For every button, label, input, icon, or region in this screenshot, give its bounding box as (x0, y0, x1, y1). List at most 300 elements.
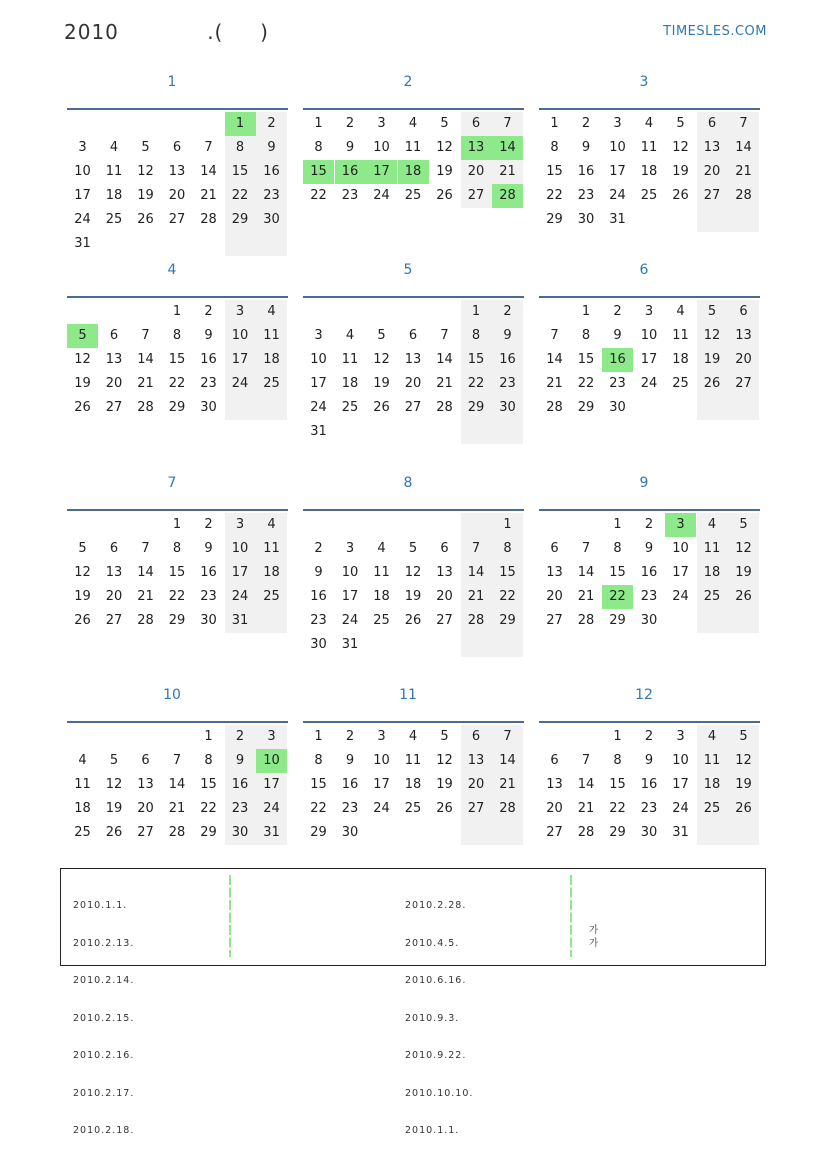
day-cell: 24 (373, 188, 390, 203)
legend-left-dates (73, 875, 134, 1163)
day-cell: 21 (546, 376, 563, 391)
day-cell: 18 (256, 348, 287, 372)
month-title: 5 (403, 262, 413, 278)
holiday-legend (60, 868, 766, 1136)
day-cell: 25 (697, 797, 728, 821)
day-cell: 6 (408, 328, 418, 343)
day-cell: 3 (345, 541, 355, 556)
month-title: 6 (639, 262, 649, 278)
day-cell: 6 (172, 140, 182, 155)
month-rule (303, 296, 524, 298)
day-cell: 19 (373, 376, 390, 391)
day-cell: 19 (436, 777, 453, 792)
day-cell: 23 (341, 801, 359, 816)
day-cell: 14 (168, 777, 186, 792)
day-cell: 26 (436, 188, 453, 203)
day-cell: 2 (225, 725, 256, 749)
day-cell: 1 (492, 513, 523, 537)
day-cell: 19 (74, 376, 91, 391)
month-title: 9 (639, 475, 649, 491)
legend-date: 2010.2.28. (405, 900, 467, 911)
holiday-cell: 5 (67, 324, 98, 348)
empty-weekend-cell (461, 513, 492, 537)
legend-notes (589, 925, 598, 950)
day-cell: 14 (577, 565, 595, 580)
day-cell: 17 (672, 565, 689, 580)
day-cell: 4 (408, 729, 418, 744)
day-cell: 16 (341, 777, 359, 792)
day-cell: 12 (373, 352, 390, 367)
day-cell: 22 (577, 376, 595, 391)
day-cell: 22 (168, 589, 186, 604)
day-cell: 27 (728, 372, 759, 396)
day-cell: 24 (256, 797, 287, 821)
day-cell: 4 (345, 328, 355, 343)
month-rule (67, 296, 288, 298)
day-cell: 18 (640, 164, 658, 179)
day-cell: 4 (109, 140, 119, 155)
day-cell: 10 (672, 753, 689, 768)
day-cell: 12 (672, 140, 689, 155)
holiday-cell: 1 (225, 112, 256, 136)
day-cell: 5 (408, 541, 418, 556)
empty-weekend-cell (697, 208, 728, 232)
day-cell: 5 (377, 328, 386, 343)
day-cell: 16 (492, 348, 523, 372)
holiday-cell: 16 (602, 348, 633, 372)
day-cell: 15 (200, 777, 217, 792)
holiday-cell: 16 (335, 160, 366, 184)
day-cell: 12 (436, 753, 453, 768)
day-cell: 21 (577, 801, 595, 816)
day-cell: 22 (461, 372, 492, 396)
day-cell: 30 (609, 400, 626, 415)
day-cell: 22 (609, 801, 626, 816)
day-cell: 1 (550, 116, 559, 131)
day-cell: 16 (200, 565, 217, 580)
day-cell: 23 (492, 372, 523, 396)
month-title: 2 (403, 74, 413, 90)
day-cell: 18 (672, 352, 689, 367)
day-cell: 8 (550, 140, 559, 155)
day-cell: 24 (672, 801, 689, 816)
day-cell: 9 (314, 565, 323, 580)
day-cell: 28 (168, 825, 186, 840)
day-cell: 10 (225, 324, 256, 348)
day-cell: 10 (341, 565, 359, 580)
day-cell: 8 (172, 541, 182, 556)
day-cell: 8 (461, 324, 492, 348)
day-cell: 7 (492, 112, 523, 136)
day-cell: 25 (404, 188, 422, 203)
day-cell: 7 (581, 541, 591, 556)
day-cell: 25 (105, 212, 123, 227)
month-title: 12 (635, 687, 653, 703)
month-rule (539, 108, 760, 110)
day-cell: 15 (546, 164, 563, 179)
day-cell: 22 (310, 188, 327, 203)
day-cell: 17 (225, 348, 256, 372)
day-cell: 4 (644, 116, 654, 131)
empty-weekend-cell (256, 396, 287, 420)
day-cell: 28 (577, 825, 595, 840)
day-cell: 1 (613, 517, 622, 532)
day-cell: 23 (609, 376, 626, 391)
day-cell: 5 (728, 513, 759, 537)
day-cell: 14 (137, 565, 154, 580)
day-cell: 23 (225, 797, 256, 821)
day-cell: 3 (256, 725, 287, 749)
day-cell: 28 (436, 400, 453, 415)
day-cell: 15 (168, 352, 186, 367)
month-rule (67, 721, 288, 723)
day-cell: 3 (613, 116, 622, 131)
month-title: 10 (163, 687, 181, 703)
day-cell: 21 (137, 589, 154, 604)
day-cell: 28 (200, 212, 217, 227)
day-cell: 12 (105, 777, 123, 792)
holiday-cell: 17 (366, 160, 397, 184)
day-cell: 29 (168, 400, 186, 415)
day-cell: 16 (640, 777, 658, 792)
legend-date: 2010.1.1. (405, 1125, 460, 1136)
legend-right-dates (405, 875, 473, 1163)
day-cell: 24 (225, 372, 256, 396)
day-cell: 28 (577, 613, 595, 628)
day-cell: 15 (609, 565, 626, 580)
day-cell: 4 (256, 300, 287, 324)
day-cell: 4 (676, 304, 685, 319)
day-cell: 11 (697, 537, 728, 561)
day-cell: 28 (546, 400, 563, 415)
day-cell: 13 (404, 352, 422, 367)
day-cell: 1 (172, 517, 182, 532)
day-cell: 10 (640, 328, 658, 343)
day-cell: 19 (74, 589, 91, 604)
day-cell: 13 (105, 565, 123, 580)
day-cell: 29 (168, 613, 186, 628)
day-cell: 14 (200, 164, 217, 179)
day-cell: 5 (109, 753, 119, 768)
holiday-cell: 14 (492, 136, 523, 160)
day-cell: 31 (672, 825, 689, 840)
day-cell: 10 (373, 753, 390, 768)
day-cell: 8 (314, 140, 323, 155)
day-cell: 8 (492, 537, 523, 561)
day-cell: 7 (492, 725, 523, 749)
day-cell: 9 (225, 749, 256, 773)
day-cell: 13 (546, 777, 563, 792)
day-cell: 17 (373, 777, 390, 792)
day-cell: 19 (728, 561, 759, 585)
day-cell: 16 (640, 565, 658, 580)
legend-date: 2010.2.13. (73, 937, 135, 949)
day-cell: 1 (314, 729, 323, 744)
month-rule (303, 509, 524, 511)
month-title: 7 (167, 475, 177, 491)
day-cell: 30 (640, 825, 658, 840)
holiday-cell: 18 (398, 160, 429, 184)
day-cell: 23 (577, 188, 595, 203)
day-cell: 29 (609, 825, 626, 840)
day-cell: 11 (341, 352, 359, 367)
day-cell: 27 (461, 797, 492, 821)
empty-weekend-cell (728, 609, 759, 633)
legend-date: 2010.9.22. (405, 1050, 467, 1061)
day-cell: 27 (546, 613, 563, 628)
day-cell: 21 (577, 589, 595, 604)
day-cell: 13 (436, 565, 453, 580)
empty-weekend-cell (256, 609, 287, 633)
day-cell: 20 (105, 376, 123, 391)
day-cell: 11 (256, 537, 287, 561)
day-cell: 2 (204, 517, 213, 532)
empty-weekend-cell (728, 396, 759, 420)
day-cell: 2 (345, 729, 355, 744)
holiday-cell: 13 (461, 136, 492, 160)
empty-weekend-cell (225, 232, 256, 256)
day-cell: 11 (105, 164, 123, 179)
month-rule (67, 108, 288, 110)
day-cell: 18 (404, 777, 422, 792)
day-cell: 26 (137, 212, 154, 227)
legend-date: 2010.4.5. (405, 937, 460, 949)
day-cell: 9 (345, 140, 355, 155)
day-cell: 27 (137, 825, 154, 840)
day-cell: 23 (200, 589, 217, 604)
day-cell: 9 (644, 541, 654, 556)
day-cell: 2 (345, 116, 355, 131)
day-cell: 14 (461, 561, 492, 585)
day-cell: 16 (310, 589, 327, 604)
day-cell: 10 (373, 140, 390, 155)
day-cell: 3 (225, 513, 256, 537)
day-cell: 24 (609, 188, 626, 203)
day-cell: 12 (728, 749, 759, 773)
day-cell: 19 (436, 164, 453, 179)
day-cell: 2 (581, 116, 591, 131)
day-cell: 25 (256, 372, 287, 396)
day-cell: 5 (676, 116, 685, 131)
day-cell: 9 (204, 328, 213, 343)
day-cell: 23 (341, 188, 359, 203)
day-cell: 7 (141, 328, 150, 343)
day-cell: 6 (109, 541, 119, 556)
day-cell: 26 (373, 400, 390, 415)
day-cell: 7 (550, 328, 559, 343)
empty-weekend-cell (256, 232, 287, 256)
day-cell: 30 (225, 821, 256, 845)
day-cell: 7 (172, 753, 182, 768)
day-cell: 30 (200, 400, 217, 415)
day-cell: 6 (697, 112, 728, 136)
day-cell: 11 (74, 777, 91, 792)
day-cell: 6 (109, 328, 119, 343)
month-rule (539, 509, 760, 511)
day-cell: 26 (728, 585, 759, 609)
day-cell: 3 (676, 729, 685, 744)
day-cell: 30 (310, 637, 327, 652)
day-cell: 14 (728, 136, 759, 160)
empty-weekend-cell (225, 396, 256, 420)
day-cell: 25 (672, 376, 689, 391)
day-cell: 13 (546, 565, 563, 580)
day-cell: 2 (492, 300, 523, 324)
day-cell: 7 (728, 112, 759, 136)
day-cell: 7 (141, 541, 150, 556)
day-cell: 3 (377, 116, 386, 131)
day-cell: 27 (546, 825, 563, 840)
day-cell: 20 (546, 589, 563, 604)
day-cell: 23 (256, 184, 287, 208)
month-title: 4 (167, 262, 177, 278)
day-cell: 10 (609, 140, 626, 155)
legend-date: 2010.10.10. (405, 1087, 474, 1099)
day-cell: 14 (137, 352, 154, 367)
day-cell: 5 (141, 140, 150, 155)
day-cell: 10 (672, 541, 689, 556)
day-cell: 8 (581, 328, 591, 343)
day-cell: 17 (341, 589, 359, 604)
day-cell: 29 (225, 208, 256, 232)
day-cell: 17 (672, 777, 689, 792)
month-rule (539, 296, 760, 298)
day-cell: 24 (341, 613, 359, 628)
day-cell: 30 (640, 613, 658, 628)
day-cell: 26 (436, 801, 453, 816)
day-cell: 13 (137, 777, 154, 792)
holiday-cell: 28 (492, 184, 523, 208)
brand-link[interactable]: TIMESLES.COM (663, 24, 767, 39)
day-cell: 30 (200, 613, 217, 628)
day-cell: 31 (310, 424, 327, 439)
day-cell: 30 (341, 825, 359, 840)
day-cell: 28 (492, 797, 523, 821)
day-cell: 5 (697, 300, 728, 324)
day-cell: 27 (404, 400, 422, 415)
empty-weekend-cell (492, 420, 523, 444)
day-cell: 9 (204, 541, 213, 556)
day-cell: 18 (256, 561, 287, 585)
day-cell: 6 (550, 753, 559, 768)
day-cell: 6 (728, 300, 759, 324)
holiday-cell: 10 (256, 749, 287, 773)
day-cell: 29 (492, 609, 523, 633)
day-cell: 25 (697, 585, 728, 609)
day-cell: 6 (461, 112, 492, 136)
day-cell: 14 (492, 749, 523, 773)
day-cell: 17 (310, 376, 327, 391)
empty-weekend-cell (697, 609, 728, 633)
empty-weekend-cell (697, 396, 728, 420)
day-cell: 16 (256, 160, 287, 184)
day-cell: 27 (461, 184, 492, 208)
day-cell: 11 (373, 565, 390, 580)
day-cell: 8 (314, 753, 323, 768)
day-cell: 12 (74, 352, 91, 367)
day-cell: 21 (168, 801, 186, 816)
empty-weekend-cell (461, 633, 492, 657)
day-cell: 12 (74, 565, 91, 580)
day-cell: 24 (640, 376, 658, 391)
day-cell: 24 (310, 400, 327, 415)
day-cell: 7 (581, 753, 591, 768)
day-cell: 17 (256, 773, 287, 797)
day-cell: 18 (697, 773, 728, 797)
day-cell: 20 (168, 188, 186, 203)
day-cell: 13 (728, 324, 759, 348)
day-cell: 2 (256, 112, 287, 136)
month-title: 3 (639, 74, 649, 90)
day-cell: 3 (78, 140, 87, 155)
day-cell: 25 (640, 188, 658, 203)
day-cell: 8 (204, 753, 213, 768)
day-cell: 9 (644, 753, 654, 768)
day-cell: 11 (672, 328, 689, 343)
day-cell: 21 (200, 188, 217, 203)
empty-weekend-cell (461, 821, 492, 845)
day-cell: 28 (728, 184, 759, 208)
day-cell: 9 (613, 328, 622, 343)
legend-date: 2010.2.14. (73, 975, 135, 986)
day-cell: 27 (105, 400, 123, 415)
empty-weekend-cell (728, 208, 759, 232)
day-cell: 4 (78, 753, 87, 768)
day-cell: 3 (314, 328, 323, 343)
day-cell: 21 (436, 376, 453, 391)
day-cell: 9 (256, 136, 287, 160)
legend-right-marker (570, 875, 572, 957)
day-cell: 2 (613, 304, 622, 319)
day-cell: 28 (137, 613, 154, 628)
day-cell: 19 (697, 348, 728, 372)
day-cell: 2 (644, 729, 654, 744)
day-cell: 12 (436, 140, 453, 155)
day-cell: 18 (697, 561, 728, 585)
day-cell: 1 (204, 729, 213, 744)
day-cell: 31 (74, 236, 91, 251)
day-cell: 29 (577, 400, 595, 415)
day-cell: 7 (440, 328, 449, 343)
month-rule (539, 721, 760, 723)
day-cell: 4 (377, 541, 386, 556)
day-cell: 24 (373, 801, 390, 816)
day-cell: 14 (546, 352, 563, 367)
day-cell: 23 (310, 613, 327, 628)
empty-weekend-cell (697, 821, 728, 845)
day-cell: 11 (256, 324, 287, 348)
day-cell: 2 (204, 304, 213, 319)
day-cell: 26 (74, 613, 91, 628)
day-cell: 13 (105, 352, 123, 367)
day-cell: 15 (168, 565, 186, 580)
day-cell: 13 (461, 749, 492, 773)
legend-note: 가 (589, 937, 599, 949)
day-cell: 21 (492, 160, 523, 184)
day-cell: 29 (200, 825, 217, 840)
day-cell: 20 (461, 160, 492, 184)
day-cell: 29 (546, 212, 563, 227)
day-cell: 29 (609, 613, 626, 628)
month-title: 11 (399, 687, 417, 703)
day-cell: 11 (404, 753, 422, 768)
day-cell: 4 (697, 513, 728, 537)
day-cell: 15 (225, 160, 256, 184)
holiday-cell: 22 (602, 585, 633, 609)
day-cell: 19 (672, 164, 689, 179)
day-cell: 5 (440, 116, 449, 131)
month-rule (303, 721, 524, 723)
